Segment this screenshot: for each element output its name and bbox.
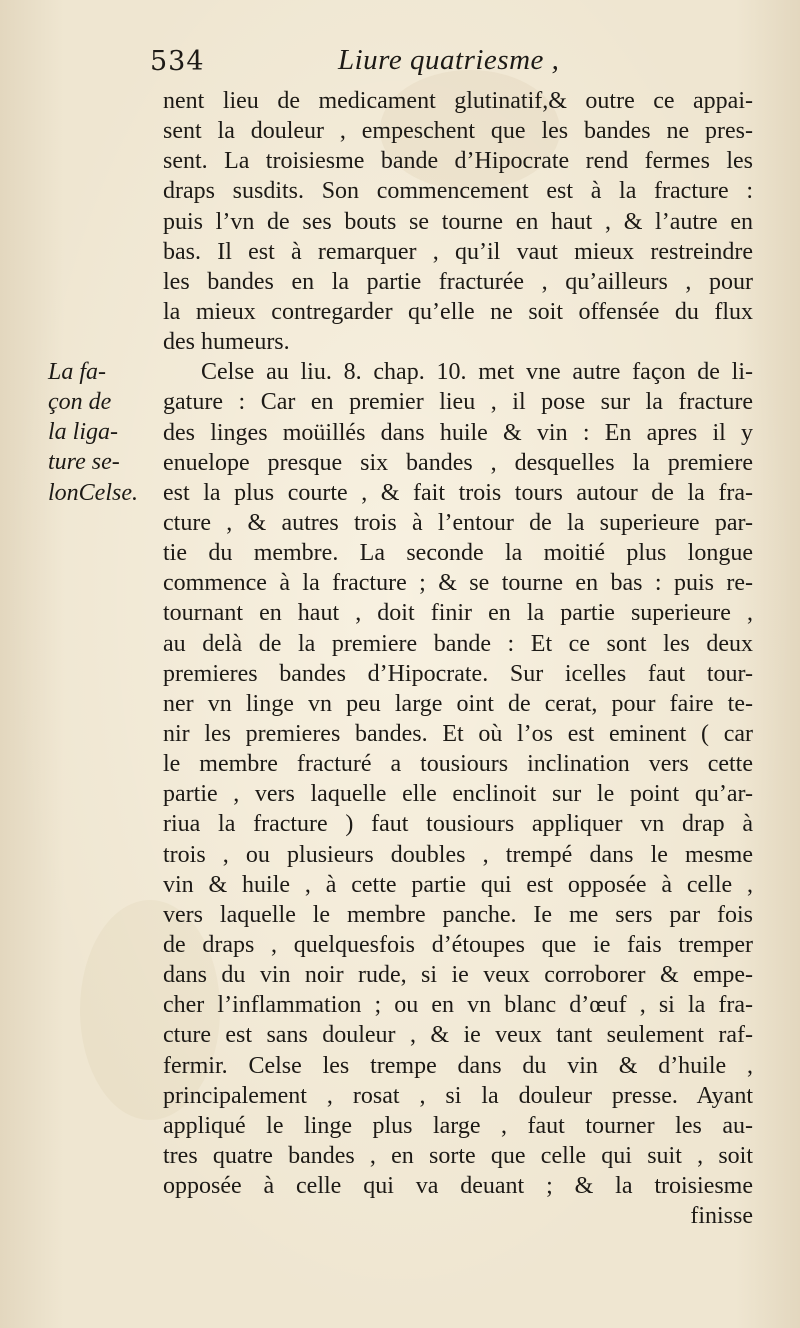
body-text [163, 86, 753, 1231]
text-line: premieres bandes d’Hipocrate. Sur icelles faut tour- [163, 660, 753, 687]
text-line: nent lieu de medicament glutinatif,& outre ce appai- [163, 88, 753, 114]
text-line: principalement , rosat , si la douleur presse. Ayant [163, 1082, 753, 1109]
text-line: vin & huile , à cette partie qui est opposée à celle , [163, 871, 753, 898]
text-line: de draps , quelquesfois d’étoupes que ie fais tremper [163, 931, 753, 958]
text-line: partie , vers laquelle elle enclinoit sur le point qu’ar- [163, 781, 753, 808]
text-line: opposée à celle qui va deuant ; & la troisiesme [163, 1173, 753, 1200]
margin-note-line: ture se- [48, 449, 120, 476]
text-line: gature : Car en premier lieu , il pose sur la fracture [163, 389, 753, 416]
text-line: nir les premieres bandes. Et où l’os est eminent ( car [163, 720, 753, 747]
text-line: les bandes en la partie fracturée , qu’ailleurs , pour [163, 268, 753, 295]
margin-note-line: lonCelse. [48, 479, 138, 506]
text-line: sent la douleur , empeschent que les bandes ne pres- [163, 118, 753, 145]
text-line: tournant en haut , doit finir en la partie superieure , [163, 600, 753, 627]
text-line: la mieux contregarder qu’elle ne soit offensée du flux [163, 298, 753, 325]
margin-note-line: la liga- [48, 419, 118, 446]
catchword: finisse [690, 1203, 753, 1230]
margin-note-line: La fa- [48, 359, 107, 385]
text-line: puis l’vn de ses bouts se tourne en haut , & l’autre en [163, 208, 753, 235]
text-line: tie du membre. La seconde la moitié plus longue [163, 540, 753, 567]
margin-note [48, 357, 158, 508]
text-line: est la plus courte , & fait trois tours autour de la fra- [163, 479, 753, 506]
page-header [150, 46, 710, 90]
text-line: cher l’inflammation ; ou en vn blanc d’œuf , si la fra- [163, 992, 753, 1019]
text-line: bas. Il est à remarquer , qu’il vaut mieux restreindre [163, 238, 753, 265]
text-line: tres quatre bandes , en sorte que celle qui suit , soit [163, 1142, 753, 1169]
text-line: draps susdits. Son commencement est à la fracture : [163, 178, 753, 205]
text-line: des linges moüillés dans huile & vin : En apres il y [163, 419, 753, 446]
text-line: enuelope presque six bandes , desquelles la premiere [163, 449, 753, 476]
running-head: Liure quatriesme , [338, 44, 560, 76]
text-line: fermir. Celse les trempe dans du vin & d’huile , [163, 1052, 753, 1079]
text-line: cture est sans douleur , & ie veux tant seulement raf- [163, 1022, 753, 1049]
text-line: dans du vin noir rude, si ie veux corroborer & empe- [163, 962, 753, 989]
text-line: appliqué le linge plus large , faut tourner les au- [163, 1112, 753, 1139]
text-line: Celse au liu. 8. chap. 10. met vne autre façon de li- [201, 359, 753, 386]
text-line: riua la fracture ) faut tousiours appliquer vn drap à [163, 811, 753, 838]
text-line: ner vn linge vn peu large oint de cerat, pour faire te- [163, 690, 753, 717]
page-number: 534 [150, 46, 205, 77]
text-line: sent. La troisiesme bande d’Hipocrate rend fermes les [163, 148, 753, 175]
text-line: au delà de la premiere bande : Et ce sont les deux [163, 630, 753, 657]
text-line: vers laquelle le membre panche. Ie me sers par fois [163, 901, 753, 928]
text-line: commence à la fracture ; & se tourne en bas : puis re- [163, 570, 753, 597]
margin-note-line: çon de [48, 389, 112, 416]
text-line: trois , ou plusieurs doubles , trempé dans le mesme [163, 841, 753, 868]
text-line: des humeurs. [163, 329, 290, 356]
text-line: le membre fracturé a tousiours inclination vers cette [163, 751, 753, 778]
text-line: cture , & autres trois à l’entour de la superieure par- [163, 509, 753, 536]
